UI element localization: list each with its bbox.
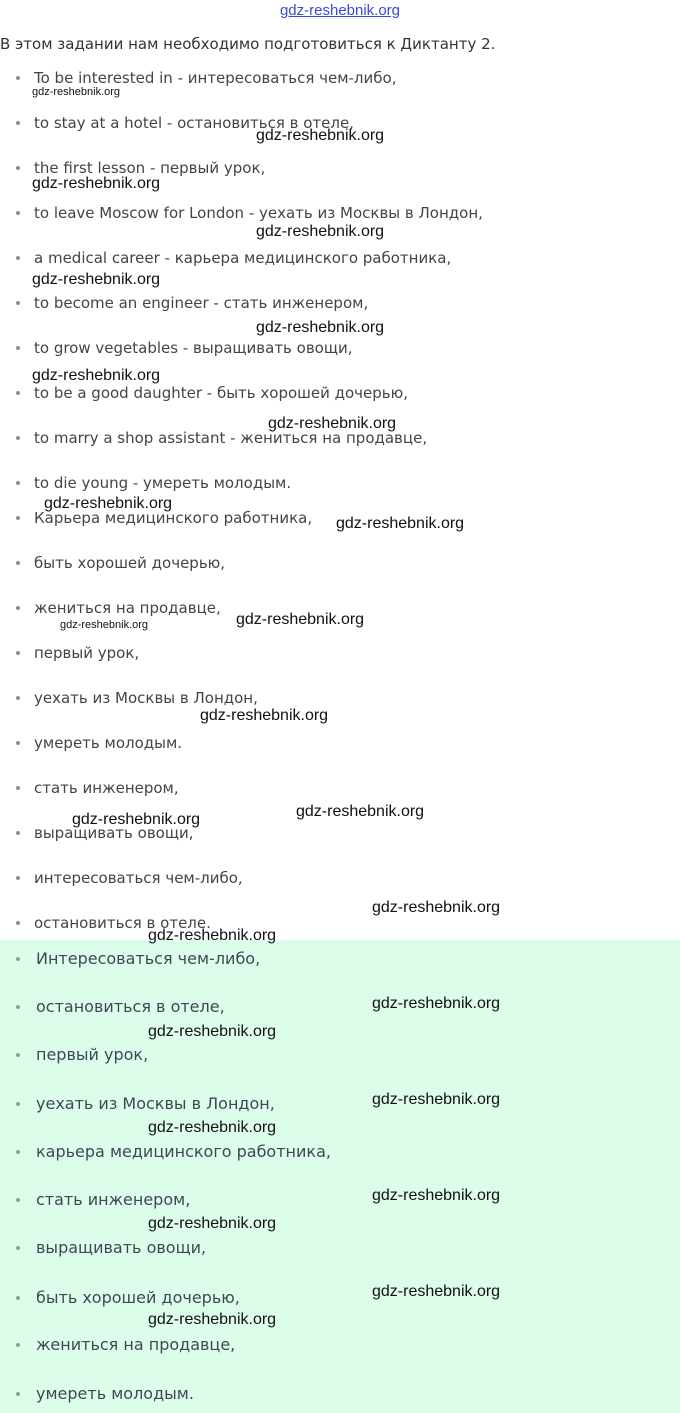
- watermark: gdz-reshebnik.org: [32, 367, 161, 384]
- watermark: gdz-reshebnik.org: [256, 127, 385, 144]
- watermark: gdz-reshebnik.org: [148, 1023, 277, 1040]
- list-item: the first lesson - первый урок,: [16, 159, 265, 177]
- list-item: to leave Moscow for London - уехать из Москвы в Лондон,: [16, 204, 483, 222]
- bullet-icon: [16, 1102, 20, 1106]
- bullet-icon: [16, 516, 20, 520]
- bullet-icon: [16, 1198, 20, 1202]
- list-item: to become an engineer - стать инженером,: [16, 294, 368, 312]
- list-item: a medical career - карьера медицинского работника,: [16, 249, 451, 267]
- watermark: gdz-reshebnik.org: [256, 223, 385, 240]
- bullet-icon: [16, 391, 20, 395]
- bullet-icon: [16, 301, 20, 305]
- watermark: gdz-reshebnik.org: [336, 515, 465, 532]
- bullet-icon: [16, 256, 20, 260]
- bullet-icon: [16, 121, 20, 125]
- watermark: gdz-reshebnik.org: [72, 811, 201, 828]
- watermark: gdz-reshebnik.org: [60, 619, 149, 631]
- watermark: gdz-reshebnik.org: [44, 495, 173, 512]
- bullet-icon: [16, 831, 20, 835]
- bullet-icon: [16, 346, 20, 350]
- list-item: уехать из Москвы в Лондон,: [16, 689, 258, 707]
- list-item: стать инженером,: [16, 779, 179, 797]
- list-item: to stay at a hotel - остановиться в отеле,: [16, 114, 354, 132]
- watermark: gdz-reshebnik.org: [372, 899, 501, 916]
- watermark: gdz-reshebnik.org: [148, 1119, 277, 1136]
- list-item: быть хорошей дочерью,: [16, 554, 225, 572]
- list-item: умереть молодым.: [16, 1384, 194, 1404]
- bullet-icon: [16, 786, 20, 790]
- watermark: gdz-reshebnik.org: [236, 611, 365, 628]
- watermark: gdz-reshebnik.org: [148, 1215, 277, 1232]
- bullet-icon: [16, 696, 20, 700]
- bullet-icon: [16, 561, 20, 565]
- list-item: To be interested in - интересоваться чем-либо,: [16, 69, 396, 87]
- list-item: выращивать овощи,: [16, 824, 194, 842]
- list-item: стать инженером,: [16, 1190, 190, 1210]
- bullet-icon: [16, 1005, 20, 1009]
- bullet-icon: [16, 741, 20, 745]
- list-item: to be a good daughter - быть хорошей дочерью,: [16, 384, 408, 402]
- bullet-icon: [16, 957, 20, 961]
- bullet-icon: [16, 1246, 20, 1250]
- list-item: Интересоваться чем-либо,: [16, 949, 260, 969]
- list-item: остановиться в отеле,: [16, 997, 225, 1017]
- site-link[interactable]: gdz-reshebnik.org: [279, 2, 401, 19]
- watermark: gdz-reshebnik.org: [268, 415, 397, 432]
- bullet-icon: [16, 651, 20, 655]
- bullet-icon: [16, 606, 20, 610]
- bullet-icon: [16, 1392, 20, 1396]
- list-item: первый урок,: [16, 1045, 148, 1065]
- list-item: остановиться в отеле.: [16, 914, 211, 932]
- list-item: быть хорошей дочерью,: [16, 1288, 240, 1308]
- bullet-icon: [16, 1343, 20, 1347]
- list-item: уехать из Москвы в Лондон,: [16, 1094, 275, 1114]
- intro-text: В этом задании нам необходимо подготовиться к Диктанту 2.: [0, 35, 496, 53]
- list-item: интересоваться чем-либо,: [16, 869, 243, 887]
- bullet-icon: [16, 481, 20, 485]
- list-item: выращивать овощи,: [16, 1238, 206, 1258]
- list-item: умереть молодым.: [16, 734, 182, 752]
- watermark: gdz-reshebnik.org: [200, 707, 329, 724]
- watermark: gdz-reshebnik.org: [372, 1187, 501, 1204]
- bullet-icon: [16, 166, 20, 170]
- bullet-icon: [16, 1296, 20, 1300]
- list-item: жениться на продавце,: [16, 599, 221, 617]
- bullet-icon: [16, 436, 20, 440]
- list-item: Карьера медицинского работника,: [16, 509, 312, 527]
- watermark: gdz-reshebnik.org: [32, 175, 161, 192]
- list-item: карьера медицинского работника,: [16, 1142, 331, 1162]
- list-item: первый урок,: [16, 644, 139, 662]
- list-item: to marry a shop assistant - жениться на продавце,: [16, 429, 427, 447]
- watermark: gdz-reshebnik.org: [32, 86, 121, 98]
- watermark: gdz-reshebnik.org: [32, 271, 161, 288]
- watermark: gdz-reshebnik.org: [148, 1311, 277, 1328]
- bullet-icon: [16, 1150, 20, 1154]
- watermark: gdz-reshebnik.org: [372, 995, 501, 1012]
- bullet-icon: [16, 76, 20, 80]
- list-item: жениться на продавце,: [16, 1335, 235, 1355]
- bullet-icon: [16, 211, 20, 215]
- bullet-icon: [16, 921, 20, 925]
- list-item: to die young - умереть молодым.: [16, 474, 291, 492]
- watermark: gdz-reshebnik.org: [256, 319, 385, 336]
- watermark: gdz-reshebnik.org: [372, 1283, 501, 1300]
- bullet-icon: [16, 1053, 20, 1057]
- watermark: gdz-reshebnik.org: [148, 927, 277, 944]
- list-item: to grow vegetables - выращивать овощи,: [16, 339, 353, 357]
- bullet-icon: [16, 876, 20, 880]
- watermark: gdz-reshebnik.org: [372, 1091, 501, 1108]
- watermark: gdz-reshebnik.org: [296, 803, 425, 820]
